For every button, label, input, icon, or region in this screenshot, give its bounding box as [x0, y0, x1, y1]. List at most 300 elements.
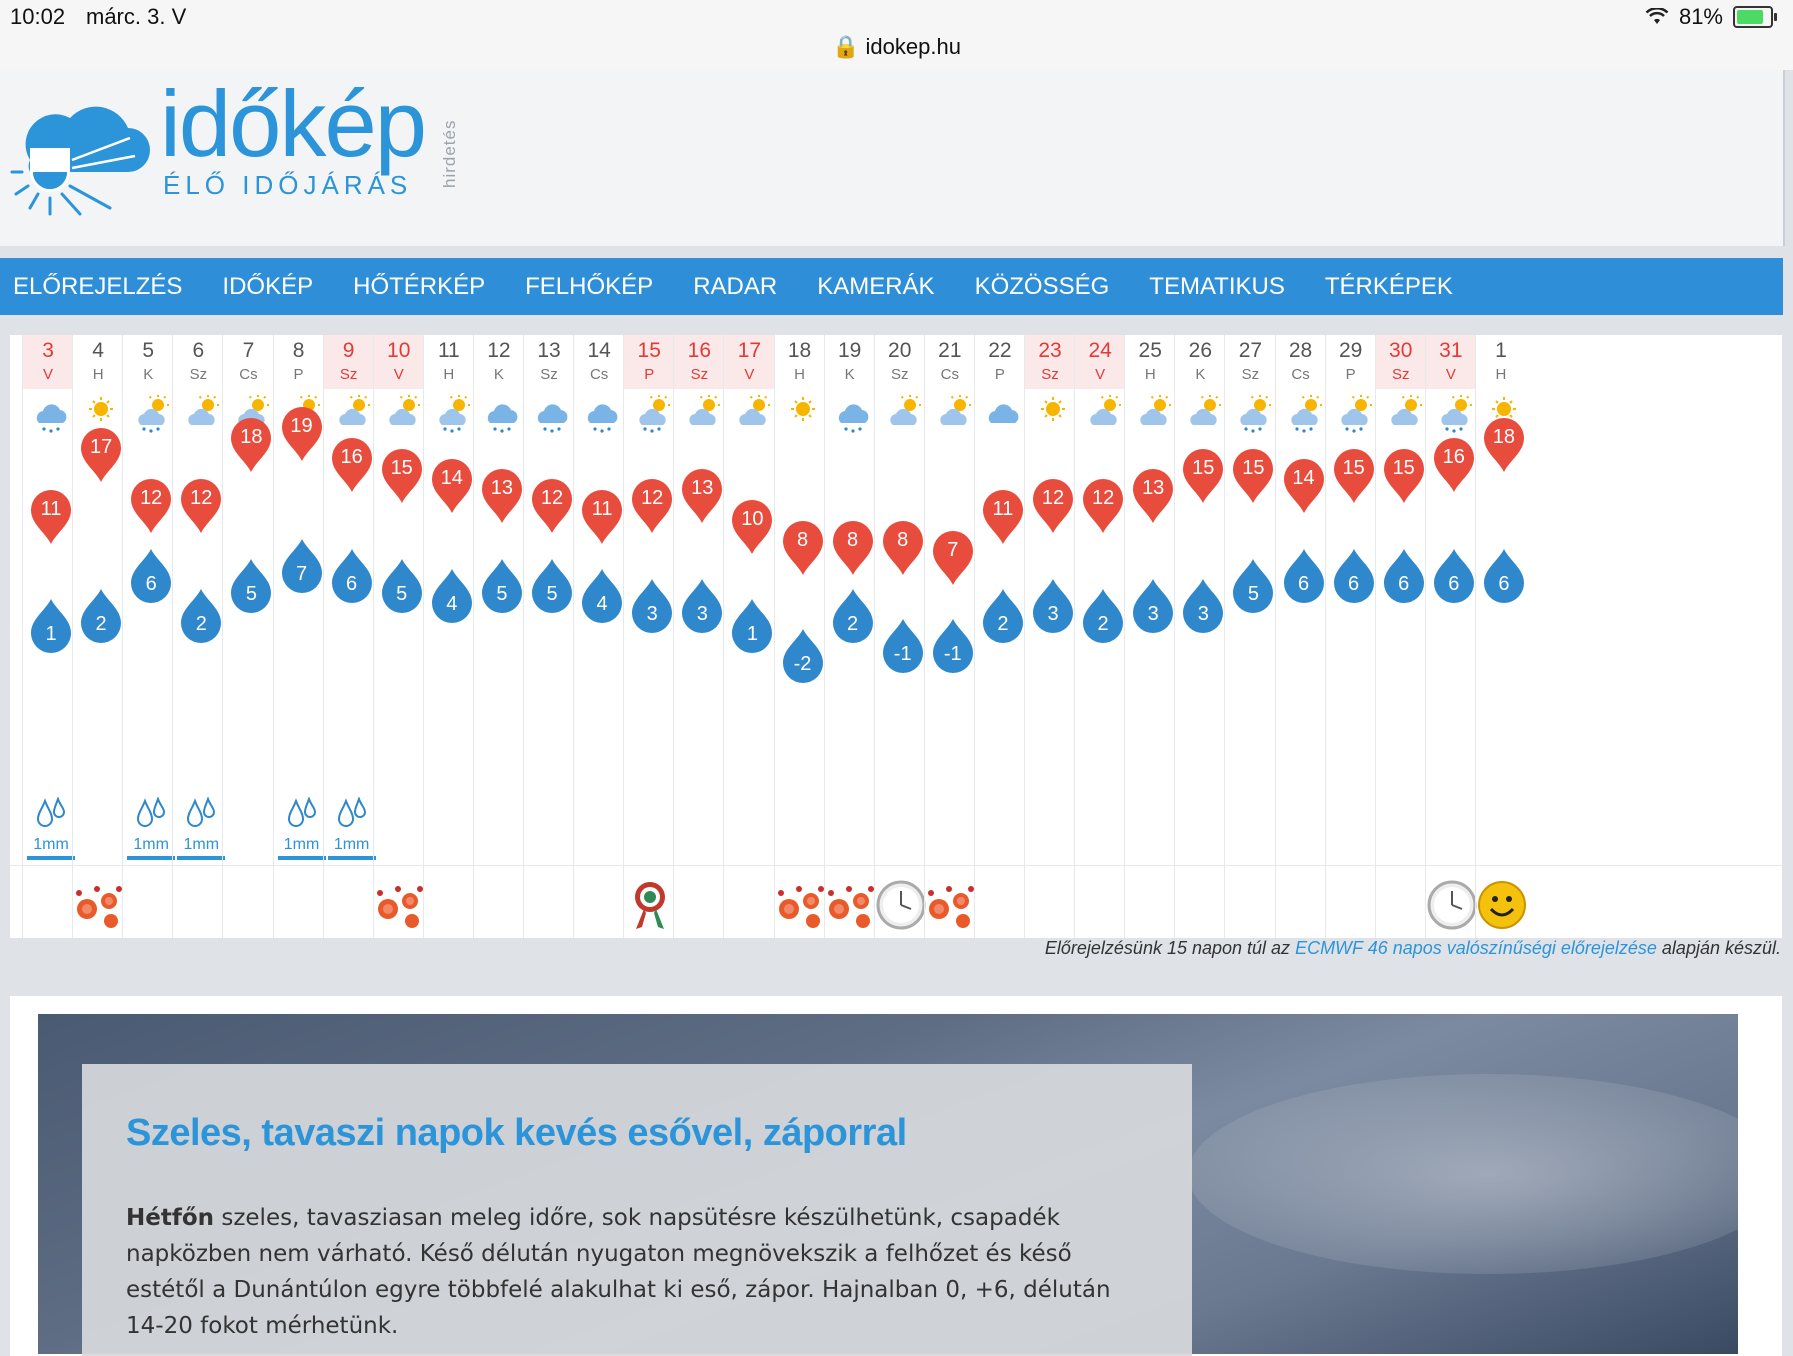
- day-number: 6: [192, 339, 205, 362]
- max-temp-pin: [1380, 445, 1428, 505]
- max-temp-pin: [177, 475, 225, 535]
- day-name: Cs: [239, 366, 258, 383]
- cockade-icon[interactable]: [624, 879, 676, 931]
- day-number: 16: [687, 339, 712, 362]
- min-temp-drop: [77, 587, 125, 647]
- day-number: 8: [292, 339, 305, 362]
- day-name: Cs: [940, 366, 960, 383]
- lock-icon: 🔒: [832, 34, 860, 59]
- day-name: H: [1144, 366, 1156, 383]
- day-header: [1225, 335, 1275, 389]
- forecast-day[interactable]: [723, 335, 774, 938]
- max-temp: 18: [240, 425, 263, 448]
- max-temp-pin: [478, 465, 526, 525]
- min-temp-drop: [127, 547, 175, 607]
- precip-value: 1mm: [133, 836, 169, 853]
- forecast-day[interactable]: [573, 335, 624, 938]
- max-temp-pin: [127, 475, 175, 535]
- max-temp-pin: [1229, 445, 1277, 505]
- day-number: 21: [938, 339, 962, 362]
- max-temp: 12: [190, 487, 213, 510]
- day-name: V: [1445, 366, 1456, 383]
- forecast-day[interactable]: [72, 335, 123, 938]
- nav-item-radar[interactable]: RADAR: [693, 272, 778, 300]
- min-temp-drop: [27, 597, 75, 657]
- rain-drops-icon: [36, 797, 66, 831]
- forecast-day[interactable]: [1375, 335, 1426, 938]
- battery-percent: 81%: [1678, 4, 1723, 29]
- logo-icon[interactable]: [10, 90, 150, 220]
- sun-cloud-icon: [382, 393, 422, 433]
- nav-item-tematikus[interactable]: TEMATIKUS: [1149, 272, 1285, 300]
- day-header: [374, 335, 424, 389]
- sun-cloud-icon: [1083, 393, 1123, 433]
- min-temp-drop: [628, 577, 676, 637]
- forecast-day[interactable]: [423, 335, 474, 938]
- status-date: márc. 3. V: [86, 4, 187, 29]
- max-temp: 12: [540, 487, 564, 510]
- status-time: 10:02: [10, 4, 66, 29]
- min-temp: 5: [245, 583, 257, 605]
- min-temp-drop: [328, 547, 376, 607]
- sun-rain-icon: [632, 393, 672, 433]
- max-temp: 19: [290, 415, 313, 438]
- day-number: 11: [437, 339, 460, 362]
- day-number: 10: [387, 339, 411, 362]
- rain-drops-icon: [186, 797, 216, 831]
- max-temp-pin: [1480, 414, 1528, 474]
- day-header: [73, 335, 123, 389]
- clock-icon[interactable]: [875, 879, 927, 931]
- min-temp: -1: [943, 643, 962, 665]
- max-temp-pin: [728, 496, 776, 556]
- day-header: [1376, 335, 1426, 389]
- day-number: 22: [988, 339, 1012, 362]
- day-name: P: [644, 366, 655, 383]
- main-nav: [0, 258, 1783, 315]
- max-temp-pin: [1129, 465, 1177, 525]
- smiley-icon[interactable]: [1476, 879, 1528, 931]
- forecast-day[interactable]: [1275, 335, 1326, 938]
- min-temp-drop: [1229, 557, 1277, 617]
- min-temp: 1: [746, 623, 758, 645]
- day-number: 15: [637, 339, 661, 362]
- max-temp-pin: [1430, 434, 1478, 494]
- article-lead-bold: Hétfőn: [126, 1205, 215, 1231]
- cloud-icon: [983, 393, 1023, 433]
- max-temp: 15: [1342, 456, 1365, 479]
- day-number: 27: [1238, 339, 1263, 362]
- min-temp-drop: [1280, 547, 1328, 607]
- day-header: [674, 335, 724, 389]
- forecast-day[interactable]: [122, 335, 173, 938]
- min-temp: 5: [496, 583, 508, 605]
- nav-item-közösség[interactable]: KÖZÖSSÉG: [974, 272, 1110, 300]
- day-header: [324, 335, 374, 389]
- sun-cloud-icon: [682, 393, 722, 433]
- precip-value: 1mm: [333, 836, 370, 853]
- forecast-day[interactable]: [22, 335, 73, 938]
- day-number: 19: [837, 339, 862, 362]
- forecast-day[interactable]: [523, 335, 574, 938]
- sun-cloud-icon: [933, 393, 973, 433]
- forecast-footnote: [1045, 938, 1781, 959]
- day-number: 20: [888, 339, 912, 362]
- sun-rain-icon: [1434, 393, 1474, 433]
- max-temp: 17: [89, 435, 113, 458]
- sun-cloud-icon: [1133, 393, 1173, 433]
- min-temp: 5: [546, 583, 558, 605]
- forecast-day[interactable]: [1425, 335, 1476, 938]
- day-name: H: [443, 366, 455, 383]
- forecast-day[interactable]: [874, 335, 925, 938]
- day-header: [173, 335, 223, 389]
- day-name: Sz: [1391, 366, 1410, 383]
- article-body: [126, 1200, 1136, 1344]
- day-number: 1: [1495, 339, 1507, 362]
- forecast-day[interactable]: [473, 335, 524, 938]
- min-temp-drop: [929, 617, 977, 677]
- forecast-day[interactable]: [222, 335, 273, 938]
- forecast-day[interactable]: [623, 335, 674, 938]
- sun-rain-icon: [1233, 393, 1273, 433]
- status-bar: [0, 0, 1793, 70]
- rain-icon: [833, 393, 873, 433]
- day-number: 24: [1088, 339, 1112, 362]
- day-header: [1025, 335, 1075, 389]
- min-temp-drop: [779, 627, 827, 687]
- day-header: [925, 335, 975, 389]
- max-temp: 13: [691, 477, 714, 500]
- sun-rain-icon: [432, 393, 472, 433]
- forecast-day[interactable]: [373, 335, 424, 938]
- day-name: K: [1195, 366, 1206, 383]
- max-temp: 10: [741, 508, 764, 530]
- min-temp: 2: [847, 613, 859, 635]
- forecast-day[interactable]: [1024, 335, 1075, 938]
- url-text[interactable]: idokep.hu: [865, 34, 961, 59]
- day-header: [1125, 335, 1175, 389]
- day-name: V: [1095, 366, 1106, 383]
- max-temp-pin: [328, 434, 376, 494]
- battery-icon: [1733, 6, 1773, 28]
- day-header: [474, 335, 524, 389]
- min-temp-drop: [728, 597, 776, 657]
- sun-cloud-icon: [883, 393, 923, 433]
- min-temp: 6: [145, 573, 157, 595]
- ecmwf-link[interactable]: ECMWF 46 napos valószínűségi előrejelzése: [1295, 938, 1657, 958]
- status-indicators: [1645, 4, 1773, 30]
- min-temp: 3: [1147, 603, 1159, 625]
- min-temp-drop: [979, 587, 1027, 647]
- forecast-day[interactable]: [1074, 335, 1125, 938]
- nav-item-időkép[interactable]: IDŐKÉP: [222, 272, 314, 300]
- day-number: 18: [787, 339, 812, 362]
- min-temp: 2: [997, 613, 1009, 635]
- forecast-day[interactable]: [1475, 335, 1526, 938]
- day-name: H: [1495, 366, 1507, 383]
- day-name: Cs: [1291, 366, 1310, 383]
- day-number: 3: [42, 339, 54, 362]
- day-header: [1426, 335, 1476, 389]
- day-name: P: [994, 366, 1005, 383]
- max-temp-pin: [1029, 475, 1077, 535]
- day-header: [1276, 335, 1326, 389]
- min-temp: 6: [1297, 573, 1310, 595]
- min-temp: -2: [793, 653, 812, 675]
- sun-cloud-icon: [1384, 393, 1424, 433]
- article-title[interactable]: Szeles, tavaszi napok kevés esővel, záporral: [126, 1112, 907, 1154]
- day-name: V: [393, 366, 404, 383]
- day-header: [825, 335, 875, 389]
- sun-cloud-icon: [181, 393, 221, 433]
- day-name: P: [293, 366, 304, 383]
- forecast-30-day: [10, 335, 1782, 938]
- min-temp: 6: [1398, 573, 1410, 595]
- max-temp-pin: [1179, 445, 1227, 505]
- day-number: 31: [1439, 339, 1463, 362]
- day-name: H: [794, 366, 805, 383]
- precip-amount: [125, 791, 177, 861]
- sun-rain-icon: [131, 393, 171, 433]
- day-header: [975, 335, 1025, 389]
- day-name: K: [143, 366, 154, 383]
- forecast-day[interactable]: [1224, 335, 1275, 938]
- logo-title[interactable]: időkép: [160, 71, 425, 176]
- min-temp-drop: [478, 557, 526, 617]
- day-name: Sz: [189, 366, 208, 383]
- max-temp: 11: [40, 497, 62, 520]
- sun-rain-icon: [1334, 393, 1374, 433]
- min-temp-drop: [278, 537, 326, 597]
- forecast-day[interactable]: [323, 335, 374, 938]
- sun-icon: [1033, 393, 1073, 433]
- max-temp-pin: [879, 517, 927, 577]
- day-name: V: [43, 366, 54, 383]
- day-number: 29: [1338, 339, 1363, 362]
- flowers-icon[interactable]: [825, 879, 877, 931]
- max-temp: 12: [641, 487, 664, 510]
- forecast-day[interactable]: [824, 335, 875, 938]
- day-number: 25: [1138, 339, 1162, 362]
- day-name: Sz: [690, 366, 709, 383]
- precip-amount: [326, 791, 378, 861]
- day-number: 13: [537, 339, 561, 362]
- precip-amount: [25, 791, 77, 861]
- min-temp: 7: [295, 563, 308, 585]
- rain-drops-icon: [287, 797, 317, 831]
- max-temp-pin: [628, 475, 676, 535]
- day-number: 9: [342, 339, 355, 362]
- flowers-icon[interactable]: [925, 879, 977, 931]
- max-temp-pin: [578, 486, 626, 546]
- min-temp: 6: [1498, 573, 1510, 595]
- min-temp-drop: [528, 557, 576, 617]
- max-temp-pin: [1079, 475, 1127, 535]
- day-number: 14: [587, 339, 611, 362]
- day-number: 4: [92, 339, 104, 362]
- min-temp: 5: [396, 583, 408, 605]
- max-temp-pin: [678, 465, 726, 525]
- wifi-icon: [1645, 8, 1669, 26]
- day-name: Sz: [890, 366, 909, 383]
- max-temp-pin: [1280, 455, 1328, 515]
- forecast-day[interactable]: [774, 335, 825, 938]
- min-temp: 1: [45, 623, 57, 645]
- min-temp-drop: [1179, 577, 1227, 637]
- forecast-day[interactable]: [974, 335, 1025, 938]
- nav-item-előrejelzés[interactable]: ELŐREJELZÉS: [13, 272, 183, 300]
- forecast-day[interactable]: [1174, 335, 1225, 938]
- min-temp-drop: [829, 587, 877, 647]
- day-name: K: [493, 366, 504, 383]
- forecast-day[interactable]: [172, 335, 223, 938]
- max-temp-pin: [829, 517, 877, 577]
- min-temp-drop: [578, 567, 626, 627]
- max-temp-pin: [278, 403, 326, 463]
- article-textbox: [82, 1064, 1192, 1356]
- min-temp: 2: [1097, 613, 1109, 635]
- day-name: Cs: [589, 366, 609, 383]
- max-temp-pin: [227, 414, 275, 474]
- max-temp: 13: [1142, 477, 1165, 500]
- max-temp-pin: [979, 486, 1027, 546]
- min-temp: 3: [1197, 603, 1209, 625]
- day-name: K: [844, 366, 855, 383]
- logo-tagline: ÉLŐ IDŐJÁRÁS: [163, 170, 413, 200]
- precip-value: 1mm: [33, 836, 69, 853]
- min-temp: -1: [893, 643, 912, 665]
- max-temp: 16: [1442, 446, 1465, 469]
- flowers-icon[interactable]: [775, 879, 827, 931]
- min-temp-drop: [1430, 547, 1478, 607]
- max-temp-pin: [428, 455, 476, 515]
- max-temp-pin: [1330, 445, 1378, 505]
- forecast-day[interactable]: [273, 335, 324, 938]
- min-temp: 4: [596, 593, 608, 615]
- max-temp: 11: [992, 497, 1014, 520]
- precip-value: 1mm: [183, 836, 220, 853]
- article-lead-text: szeles, tavasziasan meleg időre, sok napsütésre készülhetünk, csapadék napközben nem várható. Késő délután nyugaton megnövekszik a felhőzet és késő estétől a Dunántúlon egyre többfelé alakulhat ki eső, zápor. Hajnalban 0, +6, délután 14-20 fokot mérhetünk.: [126, 1205, 1111, 1339]
- forecast-day[interactable]: [1325, 335, 1376, 938]
- max-temp: 16: [340, 446, 363, 469]
- min-temp-drop: [1330, 547, 1378, 607]
- sun-cloud-icon: [732, 393, 772, 433]
- min-temp-drop: [378, 557, 426, 617]
- min-temp: 6: [346, 573, 358, 595]
- day-header: [274, 335, 324, 389]
- min-temp-drop: [1380, 547, 1428, 607]
- rain-icon: [482, 393, 522, 433]
- day-header: [1326, 335, 1376, 389]
- max-temp-pin: [779, 517, 827, 577]
- max-temp: 7: [947, 538, 959, 561]
- sun-cloud-icon: [332, 393, 372, 433]
- day-name: Sz: [540, 366, 558, 383]
- max-temp: 8: [796, 528, 809, 551]
- day-number: 28: [1288, 339, 1313, 362]
- day-header: [1476, 335, 1526, 389]
- min-temp: 3: [696, 603, 708, 625]
- max-temp-pin: [27, 486, 75, 546]
- max-temp: 13: [490, 477, 514, 500]
- max-temp: 18: [1492, 425, 1516, 448]
- address-bar[interactable]: [0, 34, 1793, 60]
- day-number: 7: [242, 339, 255, 362]
- max-temp: 15: [390, 456, 413, 479]
- min-temp-drop: [1480, 547, 1528, 607]
- precip-amount: [175, 791, 227, 861]
- precip-amount: [276, 791, 328, 861]
- min-temp: 5: [1247, 583, 1259, 605]
- min-temp-drop: [227, 557, 275, 617]
- article-card[interactable]: [10, 996, 1782, 1356]
- min-temp-drop: [428, 567, 476, 627]
- flowers-icon[interactable]: [73, 879, 125, 931]
- nav-item-felhőkép[interactable]: FELHŐKÉP: [525, 272, 654, 300]
- flowers-icon[interactable]: [374, 879, 426, 931]
- max-temp: 12: [1091, 487, 1115, 510]
- nav-item-térképek[interactable]: TÉRKÉPEK: [1324, 272, 1453, 300]
- max-temp-pin: [378, 445, 426, 505]
- day-name: V: [744, 366, 755, 383]
- day-number: 30: [1389, 339, 1413, 362]
- day-header: [875, 335, 925, 389]
- day-name: Sz: [1241, 366, 1260, 383]
- max-temp: 12: [1041, 487, 1065, 510]
- max-temp: 14: [440, 466, 463, 489]
- day-header: [724, 335, 774, 389]
- clock-icon[interactable]: [1426, 879, 1478, 931]
- rain-drops-icon: [136, 797, 166, 831]
- forecast-day[interactable]: [1124, 335, 1175, 938]
- day-header: [624, 335, 674, 389]
- rain-icon: [532, 393, 572, 433]
- day-name: Sz: [339, 366, 358, 383]
- min-temp-drop: [879, 617, 927, 677]
- day-header: [223, 335, 273, 389]
- ad-label: hirdetés: [440, 119, 459, 188]
- min-temp: 3: [646, 603, 658, 625]
- rain-icon: [582, 393, 622, 433]
- sun-rain-icon: [1284, 393, 1324, 433]
- nav-item-hőtérkép[interactable]: HŐTÉRKÉP: [353, 272, 486, 300]
- min-temp-drop: [678, 577, 726, 637]
- day-number: 17: [737, 339, 762, 362]
- day-name: Sz: [1041, 366, 1059, 383]
- sun-cloud-icon: [1183, 393, 1223, 433]
- max-temp-pin: [929, 527, 977, 587]
- day-header: [574, 335, 624, 389]
- day-name: P: [1345, 366, 1356, 383]
- min-temp-drop: [1079, 587, 1127, 647]
- forecast-day[interactable]: [673, 335, 724, 938]
- max-temp: 8: [897, 528, 909, 551]
- day-number: 5: [142, 339, 155, 362]
- rain-drops-icon: [337, 797, 367, 831]
- day-name: H: [92, 366, 104, 383]
- day-header: [123, 335, 173, 389]
- max-temp-pin: [528, 475, 576, 535]
- max-temp: 15: [1242, 456, 1265, 479]
- day-header: [1175, 335, 1225, 389]
- day-number: 23: [1038, 339, 1062, 362]
- forecast-day[interactable]: [924, 335, 975, 938]
- site-header: [0, 70, 1785, 246]
- max-temp-pin: [77, 424, 125, 484]
- day-number: 26: [1188, 339, 1213, 362]
- nav-item-kamerák[interactable]: KAMERÁK: [817, 272, 935, 300]
